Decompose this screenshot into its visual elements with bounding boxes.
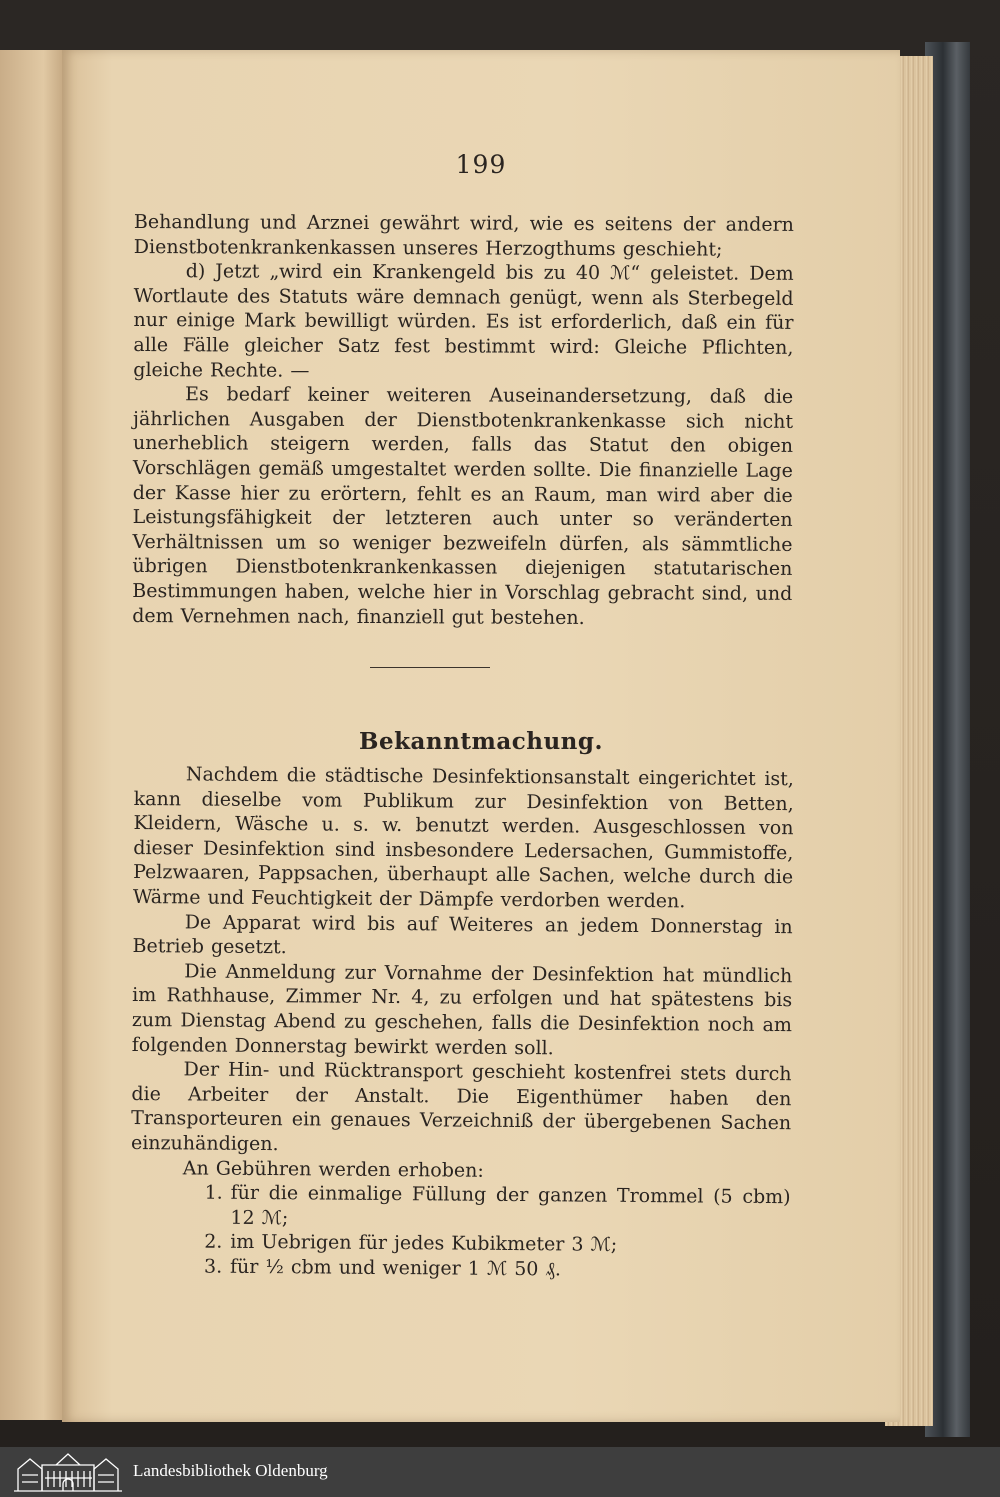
- fee-text: für die einmalige Füllung der ganzen Trommel (5 cbm) 12 ℳ;: [230, 1181, 791, 1229]
- paragraph: De Apparat wird bis auf Weiteres an jedem Donnerstag in Betrieb gesetzt.: [132, 910, 793, 959]
- library-building-icon: [12, 1451, 124, 1493]
- page-number: 199: [455, 150, 507, 179]
- announcement-heading: Bekanntmachung.: [359, 728, 603, 755]
- paragraph: Die Anmeldung zur Vornahme der Desinfektion hat mündlich im Rathhause, Zimmer Nr. 4, zu erfolgen und hat spätestens bis zum Dienstag Abend zu geschehen, falls die Desinfektion noch am folgenden Donnerstag bewirkt werden soll.: [131, 960, 793, 1059]
- body-text-top: [132, 210, 794, 631]
- document-page: [62, 50, 900, 1422]
- fee-text: im Uebrigen für jedes Kubikmeter 3 ℳ;: [230, 1231, 618, 1257]
- announcement-body: [130, 762, 794, 1284]
- fee-list-item: [130, 1254, 790, 1284]
- paragraph: An Gebühren werden erhoben:: [182, 1156, 484, 1182]
- footer-bar: [0, 1447, 1000, 1497]
- paragraph: Nachdem die städtische Desinfektionsanstalt eingerichtet ist, kann dieselbe vom Publikum zur Desinfektion von Betten, Kleidern, Wäsche u. s. w. benutzt werden. Ausgeschlossen von dieser Desinfektion sind insbesondere Ledersachen, Gummistoffe, Pelzwaaren, Pappsachen, überhaupt alle Sachen, welche durch die Wärme und Feuchtigkeit der Dämpfe verdorben werden.: [132, 763, 794, 913]
- fee-number: 2.: [204, 1230, 223, 1253]
- fee-number: 3.: [203, 1255, 223, 1278]
- paragraph: Behandlung und Arznei gewährt wird, wie es seitens der andern Dienstbotenkrankenkassen unseres Herzogthums geschieht;: [133, 210, 794, 261]
- paragraph: d) Jetzt „wird ein Krankengeld bis zu 40 ℳ“ geleistet. Dem Wortlaute des Statuts wäre demnach genügt, wenn als Sterbegeld nur einige Mark bewilligt würden. Es ist erforderlich, daß ein für alle Fälle gleicher Satz fest bestimmt wird: Gleiche Pflichten, gleiche Rechte. —: [133, 260, 794, 382]
- library-name: Landesbibliothek Oldenburg: [133, 1461, 328, 1480]
- fee-number: 1.: [204, 1181, 223, 1204]
- section-separator: [370, 667, 490, 668]
- fee-list-item: [130, 1180, 790, 1234]
- fee-text: für ½ cbm und weniger 1 ℳ 50 ₰.: [229, 1255, 562, 1281]
- paragraph: Der Hin- und Rücktransport geschieht kostenfrei stets durch die Arbeiter der Anstalt. Die Eigenthümer haben den Transporteuren ein genaues Verzeichniß der übergebenen Sachen einzuhändigen.: [130, 1058, 792, 1156]
- paragraph: Es bedarf keiner weiteren Auseinandersetzung, daß die jährlichen Ausgaben der Dienstbotenkrankenkasse sich nicht unerheblich steigern werden, falls das Statut den obigen Vorschlägen gemäß umgestaltet werden sollte. Die finanzielle Lage der Kasse hier zu erörtern, fehlt es an Raum, man wird aber die Leistungsfähigkeit der letzteren auch unter so veränderten Verhältnissen um so weniger bezweifeln dürfen, als sämmtliche übrigen Dienstbotenkrankenkassen diejenigen statutarischen Bestimmungen haben, welche hier in Vorschlag gebracht sind, und dem Vernehmen nach, finanziell gut bestehen.: [132, 383, 794, 629]
- facing-page-edge: [0, 50, 62, 1420]
